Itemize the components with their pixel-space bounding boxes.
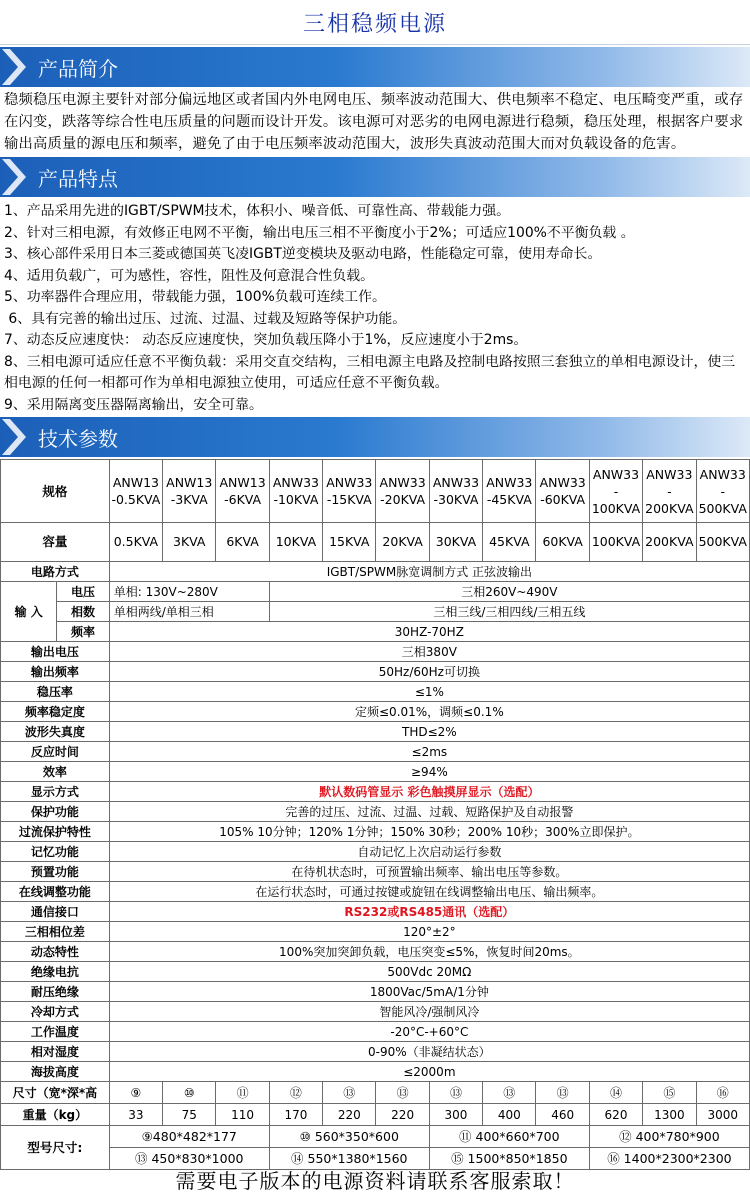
spec-value: ≤2ms xyxy=(109,742,749,762)
spec-value: 0-90%（非凝结状态） xyxy=(109,1042,749,1062)
size-code-cell: ⑬ xyxy=(429,1082,482,1104)
capacity-cell: 0.5KVA xyxy=(109,523,162,562)
voltage-single: 单相: 130V~280V xyxy=(109,582,269,602)
size-code-cell: ⑭ xyxy=(589,1082,642,1104)
weight-cell: 300 xyxy=(429,1104,482,1126)
capacity-cell: 10KVA xyxy=(269,523,322,562)
weight-cell: 460 xyxy=(536,1104,589,1126)
spec-label: 显示方式 xyxy=(1,782,110,802)
capacity-cell: 200KVA xyxy=(643,523,696,562)
spec-value: 自动记忆上次启动运行参数 xyxy=(109,842,749,862)
input-phase-row xyxy=(1,602,750,622)
voltage-label: 电压 xyxy=(57,582,109,602)
spec-label: 输出电压 xyxy=(1,642,110,662)
size-code-cell: ⑫ xyxy=(269,1082,322,1104)
model-cell: ANW33 -45KVA xyxy=(483,460,536,523)
weight-cell: 1300 xyxy=(643,1104,696,1126)
model-row xyxy=(1,460,750,523)
weight-cell: 33 xyxy=(109,1104,162,1126)
model-cell: ANW33 - 500KVA xyxy=(696,460,749,523)
spec-row xyxy=(1,882,750,902)
weight-cell: 400 xyxy=(483,1104,536,1126)
spec-label: 波形失真度 xyxy=(1,722,110,742)
spec-label: 耐压绝缘 xyxy=(1,982,110,1002)
freq-label: 频率 xyxy=(57,622,109,642)
feature-item: 2、针对三相电源，有效修正电网不平衡，输出电压三相不平衡度小于2%；可适应100%不平衡负载 。 xyxy=(4,224,635,241)
circuit-label: 电路方式 xyxy=(1,562,110,582)
size-code-cell: ⑬ xyxy=(483,1082,536,1104)
capacity-cell: 100KVA xyxy=(589,523,642,562)
section-title-features: 产品特点 xyxy=(38,167,118,191)
spec-value: ≥94% xyxy=(109,762,749,782)
dims-cell: ⑮ 1500*850*1850 xyxy=(429,1148,589,1170)
size-code-cell: ⑯ xyxy=(696,1082,749,1104)
capacity-cell: 6KVA xyxy=(216,523,269,562)
dims-cell: ⑯ 1400*2300*2300 xyxy=(589,1148,749,1170)
spec-label: 输出频率 xyxy=(1,662,110,682)
section-banner-features xyxy=(0,157,750,197)
spec-value: THD≤2% xyxy=(109,722,749,742)
spec-value: 定频≤0.01%，调频≤0.1% xyxy=(109,702,749,722)
feature-item: 8、三相电源可适应任意不平衡负载：采用交直交结构，三相电源主电路及控制电路按照三套独立的单相电源设计，使三相电源的任何一相都可作为单相电源独立使用，可适应任意不平衡负载。 xyxy=(4,353,736,391)
weight-cell: 170 xyxy=(269,1104,322,1126)
spec-label: 频率稳定度 xyxy=(1,702,110,722)
spec-row xyxy=(1,1042,750,1062)
spec-row xyxy=(1,822,750,842)
spec-value: 100%突加突卸负载，电压突变≤5%，恢复时间20ms。 xyxy=(109,942,749,962)
spec-row xyxy=(1,1022,750,1042)
dims-cell: ⑪ 400*660*700 xyxy=(429,1126,589,1148)
feature-item: 9、采用隔离变压器隔离输出，安全可靠。 xyxy=(4,396,263,413)
model-cell: ANW33 -60KVA xyxy=(536,460,589,523)
weight-cell: 620 xyxy=(589,1104,642,1126)
section-title-specs: 技术参数 xyxy=(38,427,118,451)
spec-row xyxy=(1,1002,750,1022)
size-code-cell: ⑩ xyxy=(163,1082,216,1104)
size-code-cell: ⑮ xyxy=(643,1082,696,1104)
feature-item: 1、产品采用先进的IGBT/SPWM技术，体积小、噪音低、可靠性高、带载能力强。 xyxy=(4,203,511,219)
model-cell: ANW13 -6KVA xyxy=(216,460,269,523)
freq-value: 30HZ-70HZ xyxy=(109,622,749,642)
page-title: 三相稳频电源 xyxy=(0,0,750,45)
spec-value: 在待机状态时，可预置输出频率、输出电压等参数。 xyxy=(109,862,749,882)
weight-cell: 75 xyxy=(163,1104,216,1126)
spec-row xyxy=(1,802,750,822)
chevron-right-icon xyxy=(0,157,26,197)
spec-label: 通信接口 xyxy=(1,902,110,922)
spec-row xyxy=(1,862,750,882)
spec-table xyxy=(0,459,750,1170)
feature-item: 5、功率器件合理应用，带载能力强，100%负载可连续工作。 xyxy=(4,289,386,305)
section-title-intro: 产品简介 xyxy=(38,57,118,81)
intro-paragraph: 稳频稳压电源主要针对部分偏远地区或者国内外电网电压、频率波动范围大、供电频率不稳定、电压畸变严重，或存在闪变，跌落等综合性电压质量的问题而设计开发。该电源可对恶劣的电网电源进行稳频，稳压处理，根据客户要求输出高质量的源电压和频率，避免了由于电压频率波动范围大，波形失真波动范围大而对负载设备的危害。 xyxy=(4,92,744,152)
spec-value: 120°±2° xyxy=(109,922,749,942)
size-code-cell: ⑨ xyxy=(109,1082,162,1104)
weight-cell: 3000 xyxy=(696,1104,749,1126)
input-voltage-row xyxy=(1,582,750,602)
spec-value: ≤1% xyxy=(109,682,749,702)
weight-cell: 220 xyxy=(323,1104,376,1126)
circuit-row xyxy=(1,562,750,582)
feature-item: 3、核心部件采用日本三菱或德国英飞凌IGBT逆变模块及驱动电路，性能稳定可靠，使用寿命长。 xyxy=(4,246,602,262)
spec-label: 海拔高度 xyxy=(1,1062,110,1082)
capacity-cell: 45KVA xyxy=(483,523,536,562)
spec-label: 效率 xyxy=(1,762,110,782)
spec-row xyxy=(1,722,750,742)
model-cell: ANW33 - 200KVA xyxy=(643,460,696,523)
dims-cell: ⑬ 450*830*1000 xyxy=(109,1148,269,1170)
dims-cell: ⑩ 560*350*600 xyxy=(269,1126,429,1148)
spec-label: 预置功能 xyxy=(1,862,110,882)
spec-value: RS232或RS485通讯（选配） xyxy=(109,902,749,922)
spec-value: 智能风冷/强制风冷 xyxy=(109,1002,749,1022)
size-code-cell: ⑬ xyxy=(323,1082,376,1104)
capacity-cell: 500KVA xyxy=(696,523,749,562)
spec-value: 三相380V xyxy=(109,642,749,662)
capacity-cell: 20KVA xyxy=(376,523,429,562)
size-code-cell: ⑬ xyxy=(376,1082,429,1104)
dims-cell: ⑨480*482*177 xyxy=(109,1126,269,1148)
model-cell: ANW13 -3KVA xyxy=(163,460,216,523)
spec-value: 默认数码管显示 彩色触摸屏显示（选配） xyxy=(109,782,749,802)
model-label: 规格 xyxy=(1,460,110,523)
spec-row xyxy=(1,842,750,862)
capacity-cell: 30KVA xyxy=(429,523,482,562)
spec-row xyxy=(1,902,750,922)
capacity-cell: 60KVA xyxy=(536,523,589,562)
spec-label: 三相相位差 xyxy=(1,922,110,942)
input-label: 输 入 xyxy=(1,582,57,642)
footer-notice: 需要电子版本的电源资料请联系客服索取！ xyxy=(175,1168,575,1193)
spec-label: 工作温度 xyxy=(1,1022,110,1042)
input-freq-row xyxy=(1,622,750,642)
spec-value: 完善的过压、过流、过温、过载、短路保护及自动报警 xyxy=(109,802,749,822)
phase-single: 单相两线/单相三相 xyxy=(109,602,269,622)
model-cell: ANW13 -0.5KVA xyxy=(109,460,162,523)
spec-value: 1800Vac/5mA/1分钟 xyxy=(109,982,749,1002)
spec-label: 冷却方式 xyxy=(1,1002,110,1022)
model-cell: ANW33 -10KVA xyxy=(269,460,322,523)
chevron-right-icon xyxy=(0,47,26,87)
chevron-right-icon xyxy=(0,417,26,457)
feature-item: 7、动态反应速度快： 动态反应速度快，突加负载压降小于1%，反应速度小于2ms。 xyxy=(4,332,528,348)
feature-item: 4、适用负载广，可为感性，容性，阻性及何意混合性负载。 xyxy=(4,267,374,284)
spec-label: 反应时间 xyxy=(1,742,110,762)
weight-cell: 110 xyxy=(216,1104,269,1126)
weight-label: 重量（kg） xyxy=(1,1104,110,1126)
spec-label: 相对湿度 xyxy=(1,1042,110,1062)
weight-row xyxy=(1,1104,750,1126)
section-banner-specs xyxy=(0,417,750,457)
spec-label: 在线调整功能 xyxy=(1,882,110,902)
spec-row xyxy=(1,702,750,722)
spec-value: 105% 10分钟；120% 1分钟；150% 30秒；200% 10秒；300%立即保护。 xyxy=(109,822,749,842)
capacity-label: 容量 xyxy=(1,523,110,562)
spec-row xyxy=(1,962,750,982)
spec-label: 过流保护特性 xyxy=(1,822,110,842)
circuit-value: IGBT/SPWM脉宽调制方式 正弦波输出 xyxy=(109,562,749,582)
phase-label: 相数 xyxy=(57,602,109,622)
spec-label: 绝缘电抗 xyxy=(1,962,110,982)
capacity-cell: 15KVA xyxy=(323,523,376,562)
model-cell: ANW33 -30KVA xyxy=(429,460,482,523)
spec-label: 稳压率 xyxy=(1,682,110,702)
section-banner-intro xyxy=(0,47,750,87)
spec-row xyxy=(1,642,750,662)
spec-label: 动态特性 xyxy=(1,942,110,962)
spec-row xyxy=(1,682,750,702)
spec-row xyxy=(1,982,750,1002)
voltage-three: 三相260V~490V xyxy=(269,582,749,602)
weight-cell: 220 xyxy=(376,1104,429,1126)
spec-row xyxy=(1,662,750,682)
spec-value: -20°C-+60°C xyxy=(109,1022,749,1042)
spec-value: ≤2000m xyxy=(109,1062,749,1082)
phase-three: 三相三线/三相四线/三相五线 xyxy=(269,602,749,622)
spec-label: 记忆功能 xyxy=(1,842,110,862)
size-label: 尺寸（宽*深*高 xyxy=(1,1082,110,1104)
size-row xyxy=(1,1082,750,1104)
dims-cell: ⑫ 400*780*900 xyxy=(589,1126,749,1148)
dims-label: 型号尺寸: xyxy=(1,1126,110,1170)
capacity-row xyxy=(1,523,750,562)
spec-row xyxy=(1,742,750,762)
spec-value: 在运行状态时，可通过按键或旋钮在线调整输出电压、输出频率。 xyxy=(109,882,749,902)
spec-value: 500Vdc 20MΩ xyxy=(109,962,749,982)
spec-row xyxy=(1,942,750,962)
spec-row xyxy=(1,762,750,782)
spec-label: 保护功能 xyxy=(1,802,110,822)
spec-row xyxy=(1,1062,750,1082)
size-code-cell: ⑬ xyxy=(536,1082,589,1104)
feature-item: 6、具有完善的输出过压、过流、过温、过载及短路等保护功能。 xyxy=(4,310,407,327)
dims-cell: ⑭ 550*1380*1560 xyxy=(269,1148,429,1170)
spec-row xyxy=(1,782,750,802)
spec-value: 50Hz/60Hz可切换 xyxy=(109,662,749,682)
size-code-cell: ⑪ xyxy=(216,1082,269,1104)
model-cell: ANW33 -20KVA xyxy=(376,460,429,523)
features-list xyxy=(0,199,750,416)
dims-row xyxy=(1,1126,750,1148)
model-cell: ANW33 -15KVA xyxy=(323,460,376,523)
spec-row xyxy=(1,922,750,942)
model-cell: ANW33 - 100KVA xyxy=(589,460,642,523)
capacity-cell: 3KVA xyxy=(163,523,216,562)
